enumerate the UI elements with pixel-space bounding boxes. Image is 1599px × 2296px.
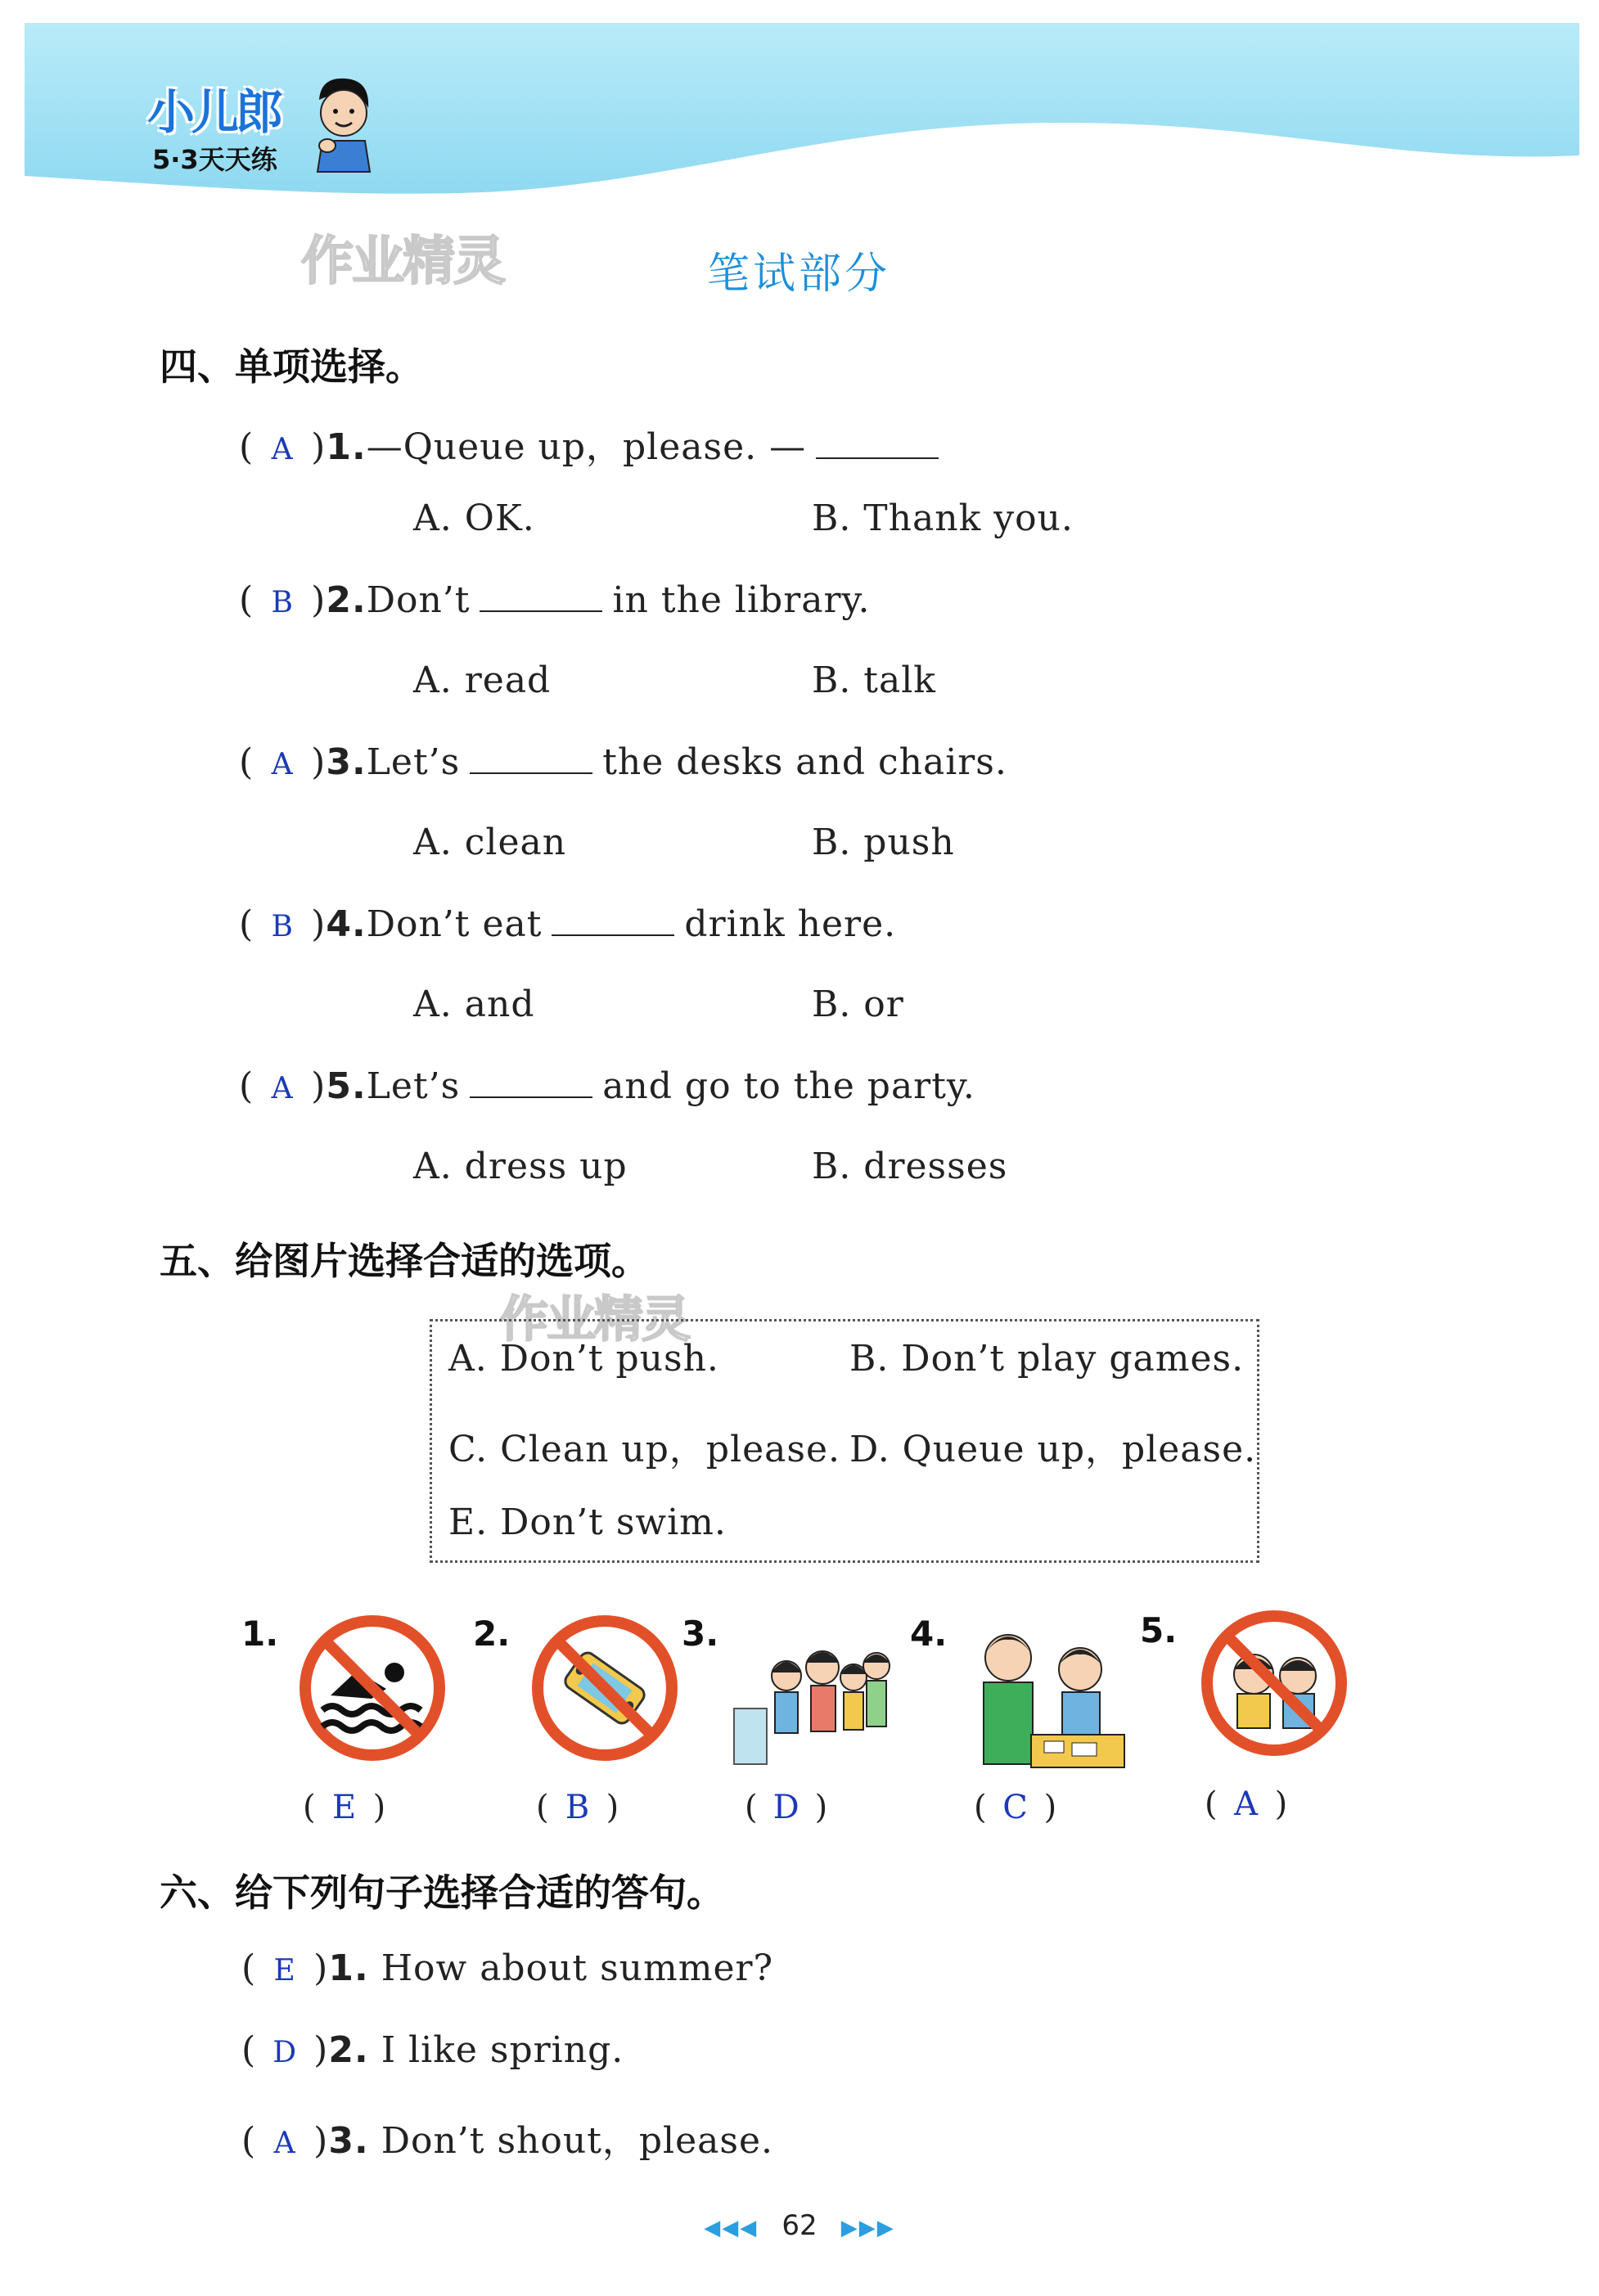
section-6-title: 六、给下列句子选择合适的答句。 [160, 1871, 724, 1915]
section-5-title: 五、给图片选择合适的选项。 [160, 1239, 649, 1283]
answer-blank[interactable] [816, 428, 939, 459]
s4-q5-option-b: B. dresses [812, 1146, 1008, 1187]
section-4-title: 四、单项选择。 [160, 344, 423, 389]
picture-4-number: 4. [910, 1614, 948, 1654]
s6-question-2: ( D )2. I like spring. [241, 2029, 624, 2071]
picture-5-number: 5. [1140, 1610, 1178, 1650]
s4-question-1: ( A )1.—Queue up，please. — [239, 417, 948, 470]
picture-2-answer: ( B ) [536, 1789, 619, 1826]
answer[interactable]: A [271, 748, 294, 781]
answer[interactable]: A [273, 2127, 296, 2160]
picture-1-number: 1. [241, 1614, 279, 1654]
logo-subtitle: 5·3天天练 [152, 144, 277, 175]
answer[interactable]: B [271, 586, 294, 619]
box-option-d: D. Queue up，please. [849, 1429, 1257, 1470]
s4-q5-option-a: A. dress up [413, 1146, 628, 1187]
box-option-e: E. Don’t swim. [448, 1501, 727, 1543]
s4-q2-option-a: A. read [413, 660, 552, 701]
answer-blank[interactable] [480, 581, 602, 612]
page-footer [0, 2209, 1599, 2242]
answer-blank[interactable] [552, 905, 674, 936]
no-pushing-icon [1200, 1609, 1349, 1758]
watermark: 作业精灵 [499, 1291, 689, 1348]
part-title: 笔试部分 [707, 250, 891, 299]
logo-title: 小儿郎 [147, 84, 281, 140]
teacher-student-cleaning-icon [966, 1620, 1126, 1769]
box-option-a: A. Don’t push. [448, 1338, 719, 1380]
watermark: 作业精灵 [301, 232, 504, 292]
s4-q1-option-a: A. OK. [413, 497, 535, 539]
children-queue-icon [732, 1627, 893, 1766]
answer[interactable]: B [271, 910, 294, 943]
s4-question-5: ( A )5.Let’s and go to the party. [239, 1065, 975, 1107]
s4-q1-option-b: B. Thank you. [812, 497, 1074, 539]
options-box [430, 1319, 1259, 1563]
page-number: 62 [781, 2209, 818, 2242]
answer[interactable]: D [273, 2036, 298, 2069]
s4-q4-option-b: B. or [812, 984, 904, 1025]
s6-question-1: ( E )1. How about summer? [241, 1947, 774, 1989]
picture-4-answer: ( C ) [974, 1789, 1057, 1826]
picture-2-number: 2. [473, 1614, 511, 1654]
box-option-c: C. Clean up，please. [448, 1429, 841, 1470]
picture-5-answer: ( A ) [1205, 1785, 1288, 1823]
header-banner [0, 0, 1599, 213]
answer[interactable]: A [271, 1072, 294, 1105]
s4-q2-option-b: B. talk [812, 660, 936, 701]
s4-question-2: ( B )2.Don’t in the library. [239, 579, 871, 621]
answer-blank[interactable] [470, 743, 592, 774]
picture-1-answer: ( E ) [303, 1789, 386, 1826]
s4-q4-option-a: A. and [413, 984, 535, 1025]
left-arrows-icon: ◀◀◀ [704, 2216, 759, 2240]
answer[interactable]: A [271, 433, 294, 466]
no-games-icon [530, 1614, 679, 1763]
s4-question-4: ( B )4.Don’t eat drink here. [239, 903, 897, 945]
s4-q3-option-a: A. clean [413, 822, 567, 863]
boy-mascot-icon [311, 75, 376, 173]
s4-question-3: ( A )3.Let’s the desks and chairs. [239, 741, 1007, 783]
s6-question-3: ( A )3. Don’t shout，please. [241, 2120, 773, 2162]
box-option-b: B. Don’t play games. [849, 1338, 1245, 1380]
s4-q3-option-b: B. push [812, 822, 955, 863]
answer-blank[interactable] [470, 1067, 592, 1098]
no-swimming-icon [298, 1614, 447, 1763]
picture-3-number: 3. [682, 1614, 719, 1654]
picture-3-answer: ( D ) [745, 1789, 828, 1826]
answer[interactable]: E [273, 1954, 296, 1988]
right-arrows-icon: ▶▶▶ [840, 2216, 895, 2240]
